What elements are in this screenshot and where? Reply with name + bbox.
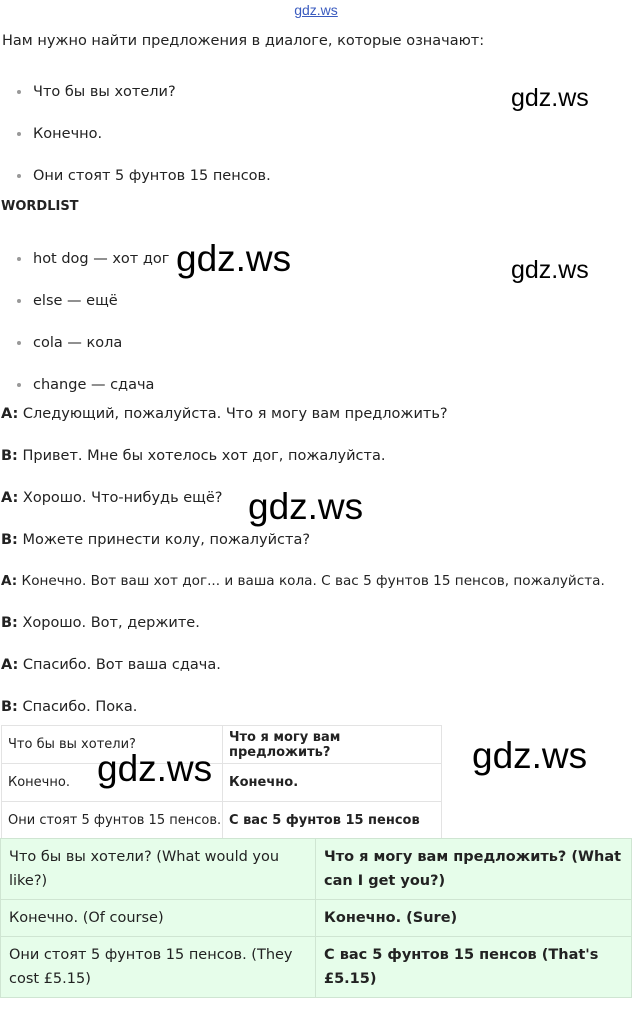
watermark: gdz.ws [248, 486, 364, 527]
table-cell: Что я могу вам предложить? [223, 726, 442, 764]
dialogue-line [1, 699, 137, 715]
phrase-list [0, 83, 271, 209]
dialogue-text: Следующий, пожалуйста. Что я могу вам предложить? [18, 406, 448, 422]
list-item: Конечно. [0, 125, 271, 167]
table-row [2, 726, 442, 764]
speaker-label: B: [1, 699, 18, 715]
watermark: gdz.ws [511, 256, 589, 284]
dialogue-text: Хорошо. Вот, держите. [17, 615, 200, 631]
table-row [1, 900, 632, 937]
list-item: else — ещё [0, 292, 169, 334]
intro-text: Нам нужно найти предложения в диалоге, которые означают: [2, 33, 485, 49]
table-row [2, 802, 442, 840]
watermark: gdz.ws [97, 748, 213, 789]
speaker-label: B: [1, 448, 18, 464]
speaker-label: B: [1, 532, 18, 548]
watermark: gdz.ws [511, 84, 589, 112]
table-cell: С вас 5 фунтов 15 пенсов (That's £5.15) [316, 937, 632, 998]
table-cell: С вас 5 фунтов 15 пенсов [223, 802, 442, 840]
list-item: hot dog — хот дог [0, 250, 169, 292]
speaker-label: A: [1, 406, 19, 422]
speaker-label: A: [1, 490, 19, 506]
watermark: gdz.ws [176, 238, 292, 279]
wordlist-heading: WORDLIST [1, 199, 79, 214]
table-row [1, 839, 632, 900]
dialogue-line [1, 573, 605, 589]
list-item: Что бы вы хотели? [0, 83, 271, 125]
table-cell: Конечно. [2, 764, 223, 802]
table-row [2, 764, 442, 802]
table-cell: Конечно. (Sure) [316, 900, 632, 937]
dialogue-text: Можете принести колу, пожалуйста? [17, 532, 311, 548]
table-row [1, 937, 632, 998]
dialogue-line [1, 657, 221, 673]
table-cell: Конечно. [223, 764, 442, 802]
table-cell: Они стоят 5 фунтов 15 пенсов. [2, 802, 223, 840]
dialogue-text: Спасибо. Вот ваша сдача. [18, 657, 221, 673]
dialogue-line [1, 448, 385, 464]
phrase-table [1, 725, 442, 840]
speaker-label: A: [1, 657, 19, 673]
dialogue-text: Хорошо. Что-нибудь ещё? [18, 490, 223, 506]
table-cell: Конечно. (Of course) [1, 900, 316, 937]
dialogue-line [1, 615, 200, 631]
translation-table [0, 838, 632, 998]
dialogue-line [1, 490, 222, 506]
dialogue-text: Привет. Мне бы хотелось хот дог, пожалуйста. [17, 448, 386, 464]
dialogue-text: Спасибо. Пока. [17, 699, 138, 715]
list-item: change — сдача [0, 376, 169, 418]
table-cell: Что бы вы хотели? (What would you like?) [1, 839, 316, 900]
table-cell: Что бы вы хотели? [2, 726, 223, 764]
dialogue-line [1, 406, 448, 422]
site-link[interactable]: gdz.ws [294, 2, 338, 18]
speaker-label: A: [1, 573, 18, 589]
table-cell: Они стоят 5 фунтов 15 пенсов. (They cost £5.15) [1, 937, 316, 998]
table-cell: Что я могу вам предложить? (What can I get you?) [316, 839, 632, 900]
watermark: gdz.ws [472, 735, 588, 776]
speaker-label: B: [1, 615, 18, 631]
dialogue-line [1, 532, 310, 548]
dialogue-text: Конечно. Вот ваш хот дог... и ваша кола. С вас 5 фунтов 15 пенсов, пожалуйста. [17, 573, 605, 589]
list-item: cola — кола [0, 334, 169, 376]
wordlist [0, 250, 169, 418]
list-item: Они стоят 5 фунтов 15 пенсов. [0, 167, 271, 209]
